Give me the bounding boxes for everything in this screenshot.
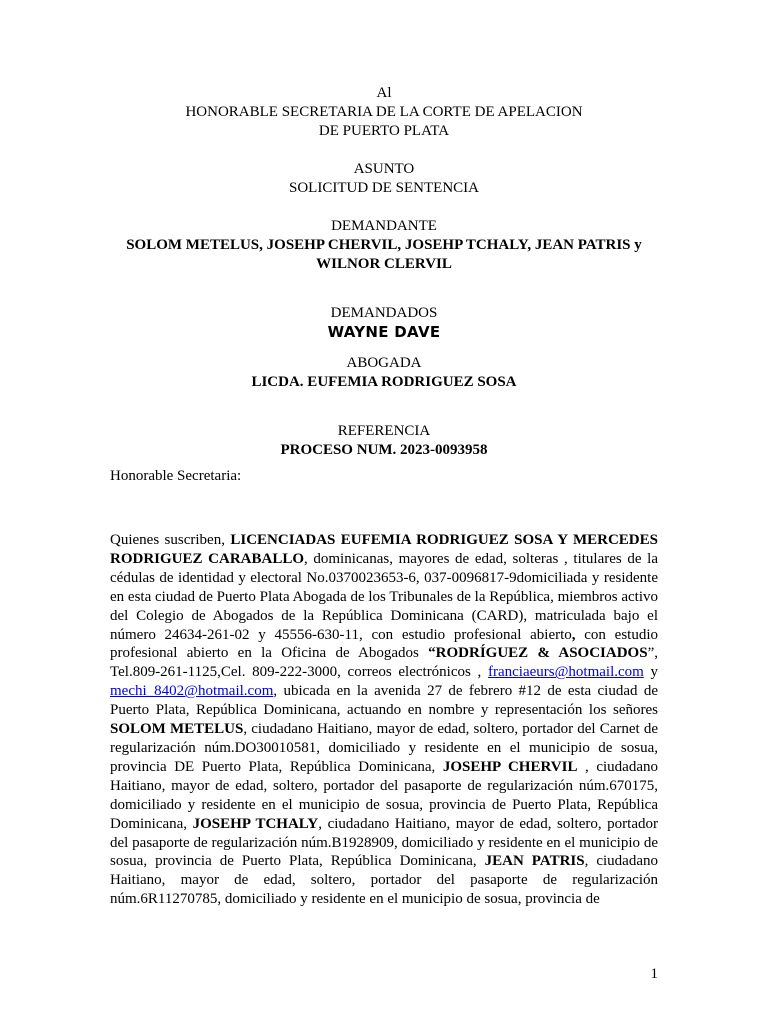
demandados-name: WAYNE DAVE	[327, 323, 441, 341]
recipient-prefix: Al	[376, 85, 392, 101]
page-number: 1	[650, 966, 658, 982]
client-name-josehp-chervil: JOSEHP CHERVIL	[442, 758, 578, 775]
client-name-solom-metelus: SOLOM METELUS	[110, 721, 244, 738]
email-link-1[interactable]: franciaeurs@hotmail.com	[487, 664, 644, 681]
client-name-jean-patris: JEAN PATRIS	[484, 853, 585, 870]
abogada-name: LICDA. EUFEMIA RODRIGUEZ SOSA	[251, 374, 517, 390]
body-paragraph	[110, 531, 658, 909]
attorneys-names: LICENCIADAS EUFEMIA RODRIGUEZ SOSA Y MERCEDES RODRIGUEZ CARABALLO	[110, 532, 658, 567]
body-text: , ciudadano Haitiano, mayor de edad, soltero, portador del Carnet de regularización núm.DO30010581, domiciliado y residente en el municipio de sosua, provincia DE Puerto Plata, República Dominicana,	[110, 721, 658, 775]
demandante-names-line-2: WILNOR CLERVIL	[316, 256, 452, 272]
salutation: Honorable Secretaria:	[110, 468, 242, 484]
asunto-label: ASUNTO	[353, 161, 415, 177]
document-header	[110, 84, 658, 460]
demandante-names-line-1: SOLOM METELUS, JOSEHP CHERVIL, JOSEHP TCHALY, JEAN PATRIS y	[126, 237, 642, 253]
abogada-label: ABOGADA	[346, 355, 422, 371]
referencia-label: REFERENCIA	[337, 423, 431, 439]
body-text: , ubicada en la avenida 27 de febrero #12 de esta ciudad de Puerto Plata, República Dominicana, actuando en nombre y representación los señores	[110, 683, 658, 719]
addressee-line-2: DE PUERTO PLATA	[318, 123, 450, 139]
referencia-value: PROCESO NUM. 2023-0093958	[280, 442, 488, 458]
addressee-line-1: HONORABLE SECRETARIA DE LA CORTE DE APELACION	[185, 104, 583, 120]
asunto-value: SOLICITUD DE SENTENCIA	[289, 180, 479, 196]
body-text: , ciudadano Haitiano, mayor de edad, soltero, portador del pasaporte de regularización núm.B1928909, domiciliado y residente en el municipio de sosua, provincia de Puerto Plata, República Dominicana,	[110, 815, 659, 870]
demandante-label: DEMANDANTE	[331, 218, 437, 234]
body-text: y	[643, 664, 658, 681]
body-text: , ciudadano Haitiano, mayor de edad, soltero, portador del pasaporte de regularización núm.6R11270785, domiciliado y residente en el municipio de sosua, provincia de	[110, 853, 658, 908]
body-text: , ciudadano Haitiano, mayor de edad, soltero, portador del pasaporte de regularización núm.670175, domiciliado y residente en el municipio de sosua, provincia de Puerto Plata, República Dominicana,	[110, 758, 658, 832]
body-text: Quienes suscriben,	[110, 532, 231, 548]
body-text: con estudio profesional abierto en la Oficina de Abogados	[110, 626, 658, 662]
body-text: , dominicanas, mayores de edad, solteras , titulares de la cédulas de identidad y electoral No.0370023653-6, 037-0096817-9domiciliada y residente en esta ciudad de Puerto Plata Abogada de los Tribunales de la República, miembros activo del Colegio de Abogados de la República Dominicana (CARD), matriculada bajo el número 24634-261-02 y 45556-630-11, con estudio profesional abierto	[110, 550, 658, 643]
body-text: ”, Tel.809-261-1125,Cel. 809-222-3000, correos electrónicos ,	[110, 645, 658, 681]
email-link-2[interactable]: mechi_8402@hotmail.com	[110, 683, 274, 700]
demandados-label: DEMANDADOS	[330, 305, 438, 321]
client-name-josehp-tchaly: JOSEHP TCHALY	[192, 815, 319, 832]
law-firm-name: “RODRÍGUEZ & ASOCIADOS	[428, 645, 648, 662]
body-bold-comma: ,	[571, 626, 576, 643]
